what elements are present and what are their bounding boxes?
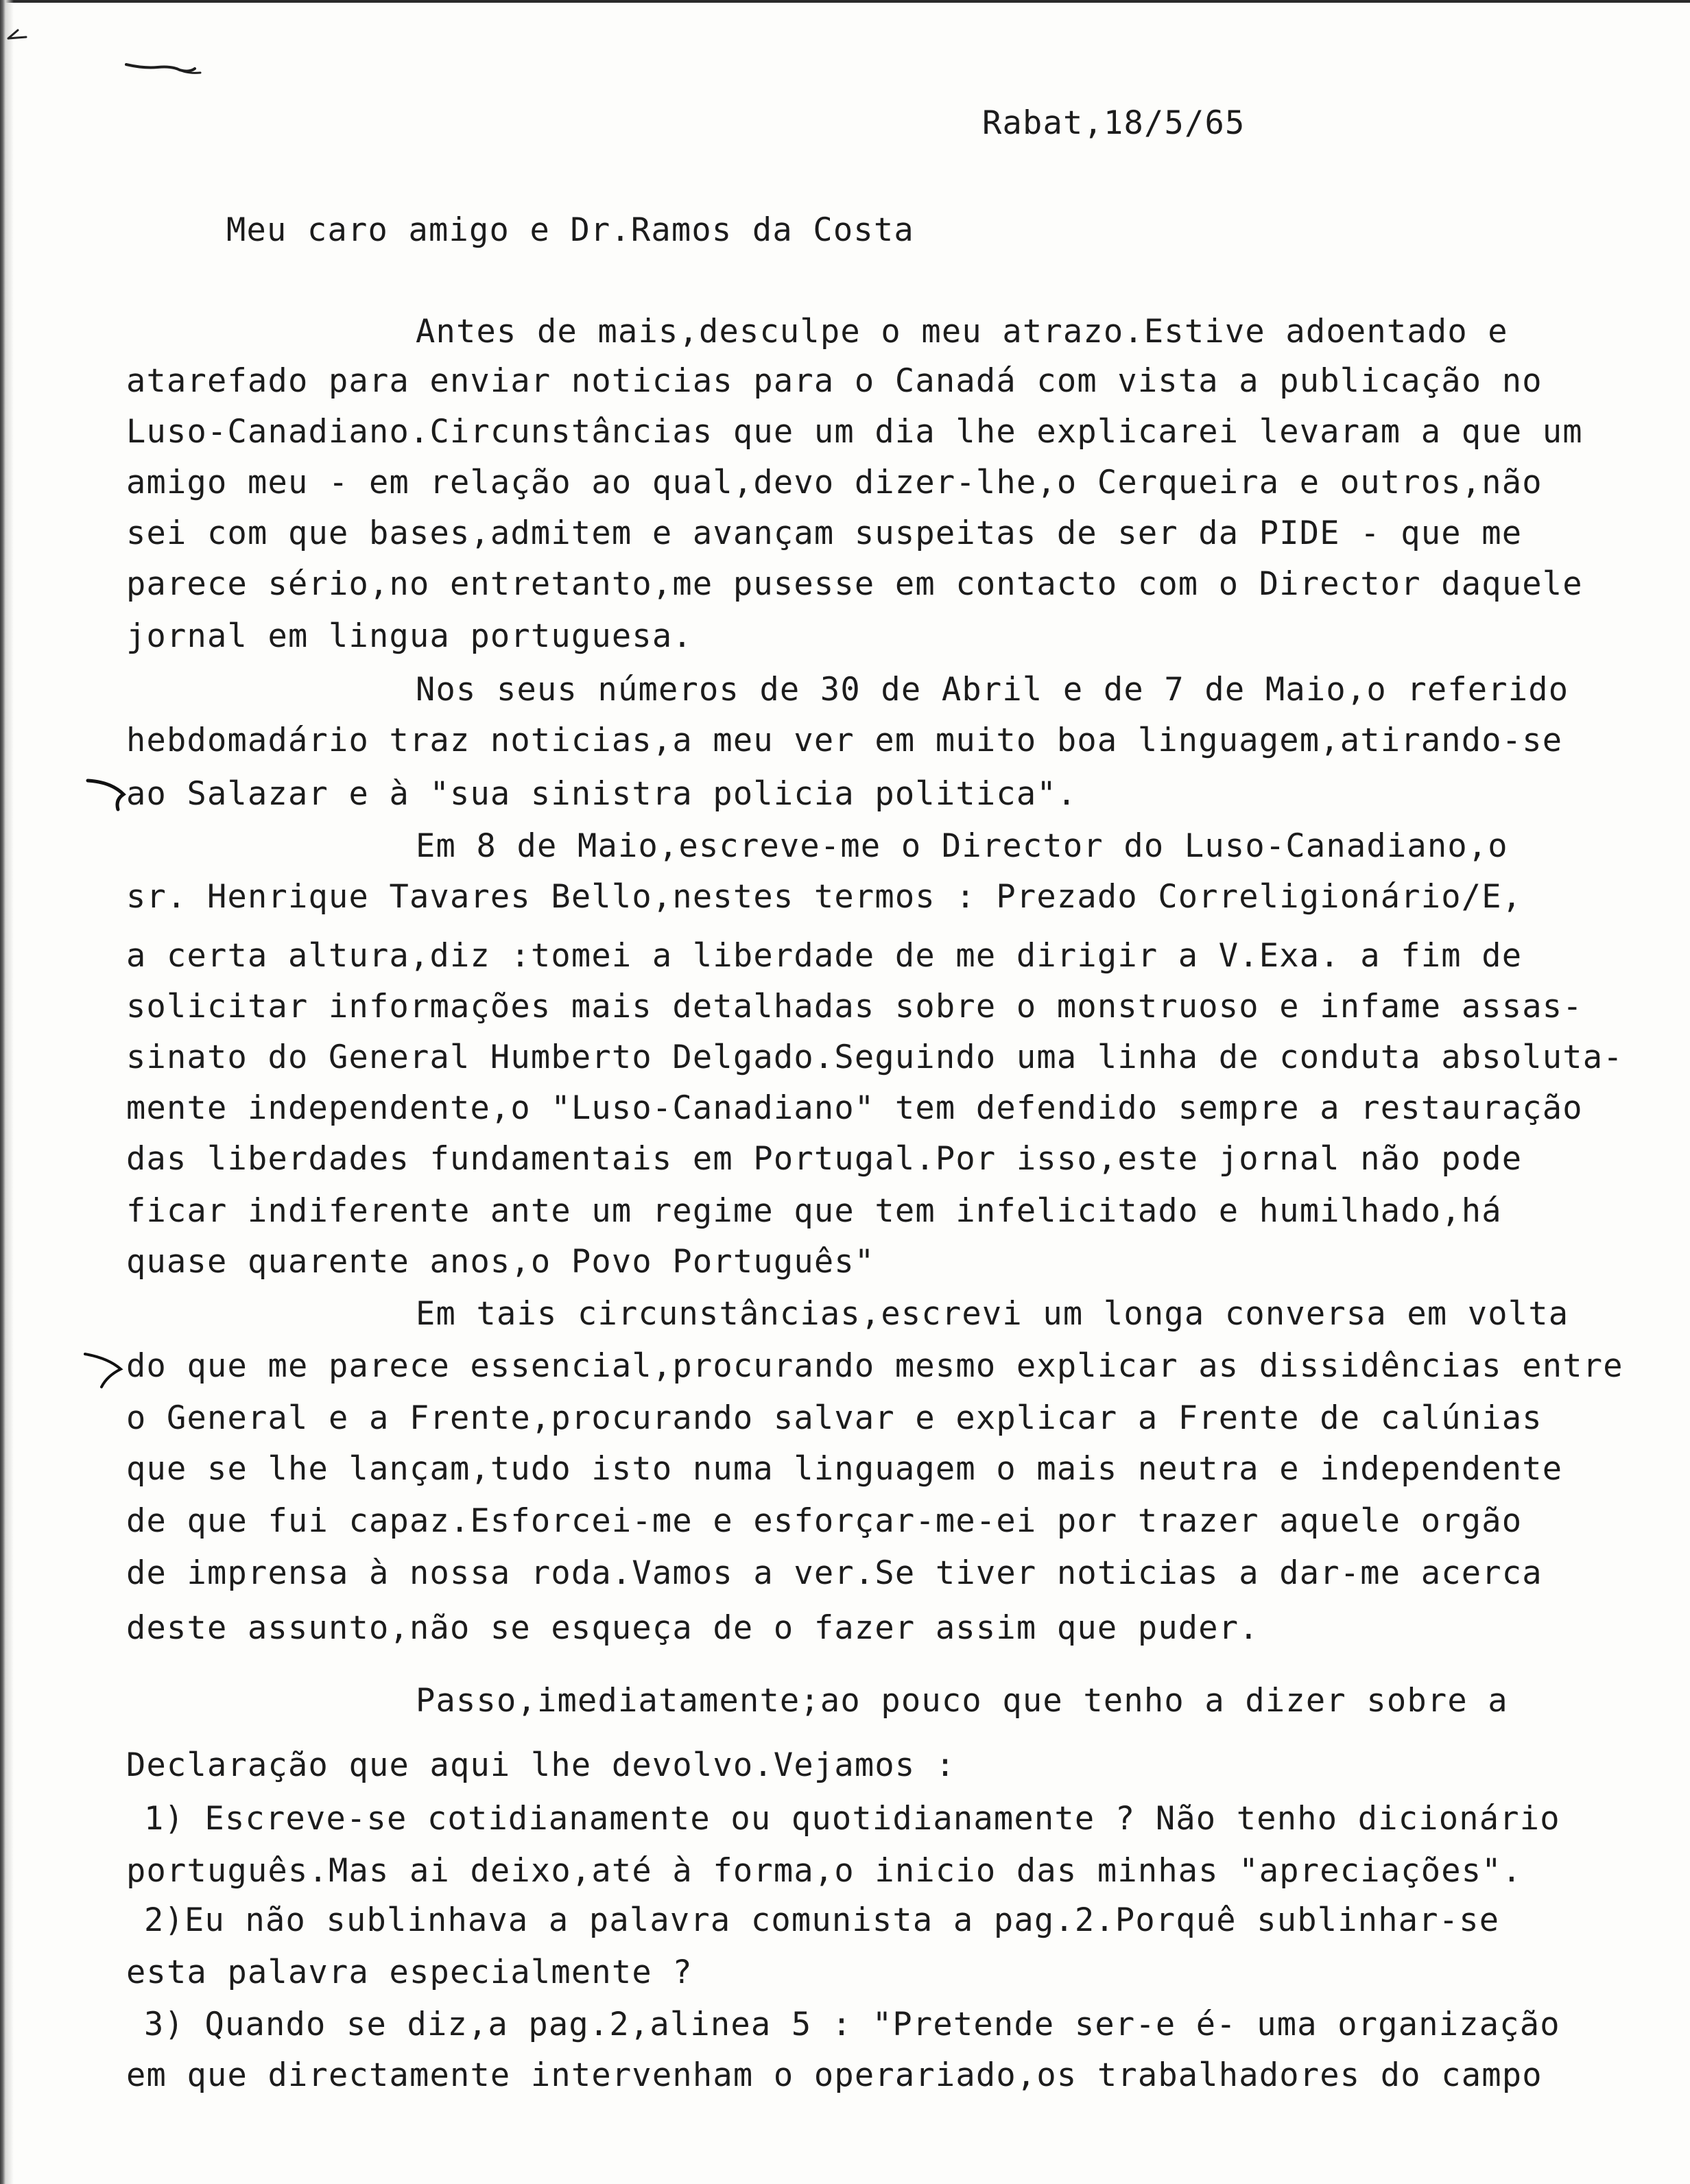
body-line: ficar indiferente ante um regime que tem infelicitado e humilhado,há bbox=[126, 1192, 1502, 1230]
body-line: português.Mas ai deixo,até à forma,o inicio das minhas "apreciações". bbox=[126, 1852, 1523, 1890]
body-line: Nos seus números de 30 de Abril e de 7 de Maio,o referido bbox=[416, 671, 1569, 709]
list-item: 2)Eu não sublinhava a palavra comunista a pag.2.Porquê sublinhar-se bbox=[144, 1901, 1500, 1939]
body-line: parece sério,no entretanto,me pusesse em contacto com o Director daquele bbox=[126, 565, 1583, 603]
corner-pen-mark bbox=[5, 27, 33, 41]
body-line: Luso-Canadiano.Circunstâncias que um dia lhe explicarei levaram a que um bbox=[126, 413, 1583, 451]
body-line: o General e a Frente,procurando salvar e explicar a Frente de calúnias bbox=[126, 1399, 1543, 1437]
body-line: atarefado para enviar noticias para o Canadá com vista a publicação no bbox=[126, 362, 1543, 400]
body-line: hebdomadário traz noticias,a meu ver em muito boa linguagem,atirando-se bbox=[126, 722, 1563, 759]
body-line: a certa altura,diz :tomei a liberdade de me dirigir a V.Exa. a fim de bbox=[126, 937, 1523, 975]
list-item: 1) Escreve-se cotidianamente ou quotidianamente ? Não tenho dicionário bbox=[144, 1800, 1560, 1838]
body-line: jornal em lingua portuguesa. bbox=[126, 617, 693, 655]
body-line: esta palavra especialmente ? bbox=[126, 1954, 693, 1991]
letter-salutation: Meu caro amigo e Dr.Ramos da Costa bbox=[226, 211, 914, 249]
body-line: Em 8 de Maio,escreve-me o Director do Luso-Canadiano,o bbox=[416, 827, 1508, 865]
body-line: que se lhe lançam,tudo isto numa linguagem o mais neutra e independente bbox=[126, 1450, 1563, 1488]
margin-bracket-mark-1 bbox=[84, 774, 132, 815]
body-line: Declaração que aqui lhe devolvo.Vejamos : bbox=[126, 1746, 956, 1784]
body-line: deste assunto,não se esqueça de o fazer assim que puder. bbox=[126, 1609, 1259, 1647]
body-line: solicitar informações mais detalhadas sobre o monstruoso e infame assas- bbox=[126, 988, 1583, 1025]
body-line: em que directamente intervenham o operariado,os trabalhadores do campo bbox=[126, 2056, 1543, 2094]
body-line: sei com que bases,admitem e avançam suspeitas de ser da PIDE - que me bbox=[126, 514, 1523, 552]
list-item: 3) Quando se diz,a pag.2,alinea 5 : "Pretende ser-e é- uma organização bbox=[144, 2006, 1560, 2043]
body-line: quase quarente anos,o Povo Português" bbox=[126, 1243, 875, 1281]
body-line: do que me parece essencial,procurando mesmo explicar as dissidências entre bbox=[126, 1347, 1623, 1385]
body-line: Antes de mais,desculpe o meu atrazo.Estive adoentado e bbox=[416, 313, 1508, 351]
body-line: Em tais circunstâncias,escrevi um longa conversa em volta bbox=[416, 1295, 1569, 1333]
body-line: amigo meu - em relação ao qual,devo dizer-lhe,o Cerqueira e outros,não bbox=[126, 464, 1543, 501]
letter-date: Rabat,18/5/65 bbox=[982, 104, 1246, 142]
page-top-edge bbox=[0, 0, 1690, 3]
body-line: de imprensa à nossa roda.Vamos a ver.Se tiver noticias a dar-me acerca bbox=[126, 1554, 1543, 1592]
body-line: Passo,imediatamente;ao pouco que tenho a dizer sobre a bbox=[416, 1682, 1508, 1720]
body-line: ao Salazar e à "sua sinistra policia politica". bbox=[126, 775, 1078, 813]
body-line: de que fui capaz.Esforcei-me e esforçar-me-ei por trazer aquele orgão bbox=[126, 1502, 1523, 1540]
margin-bracket-mark-2 bbox=[81, 1349, 129, 1390]
body-line: mente independente,o "Luso-Canadiano" tem defendido sempre a restauração bbox=[126, 1089, 1583, 1127]
ink-scribble-mark bbox=[123, 55, 206, 82]
body-line: sinato do General Humberto Delgado.Seguindo uma linha de conduta absoluta- bbox=[126, 1038, 1623, 1076]
body-line: das liberdades fundamentais em Portugal.Por isso,este jornal não pode bbox=[126, 1140, 1523, 1178]
body-line: sr. Henrique Tavares Bello,nestes termos : Prezado Correligionário/E, bbox=[126, 878, 1523, 916]
page-left-edge bbox=[0, 0, 14, 2184]
